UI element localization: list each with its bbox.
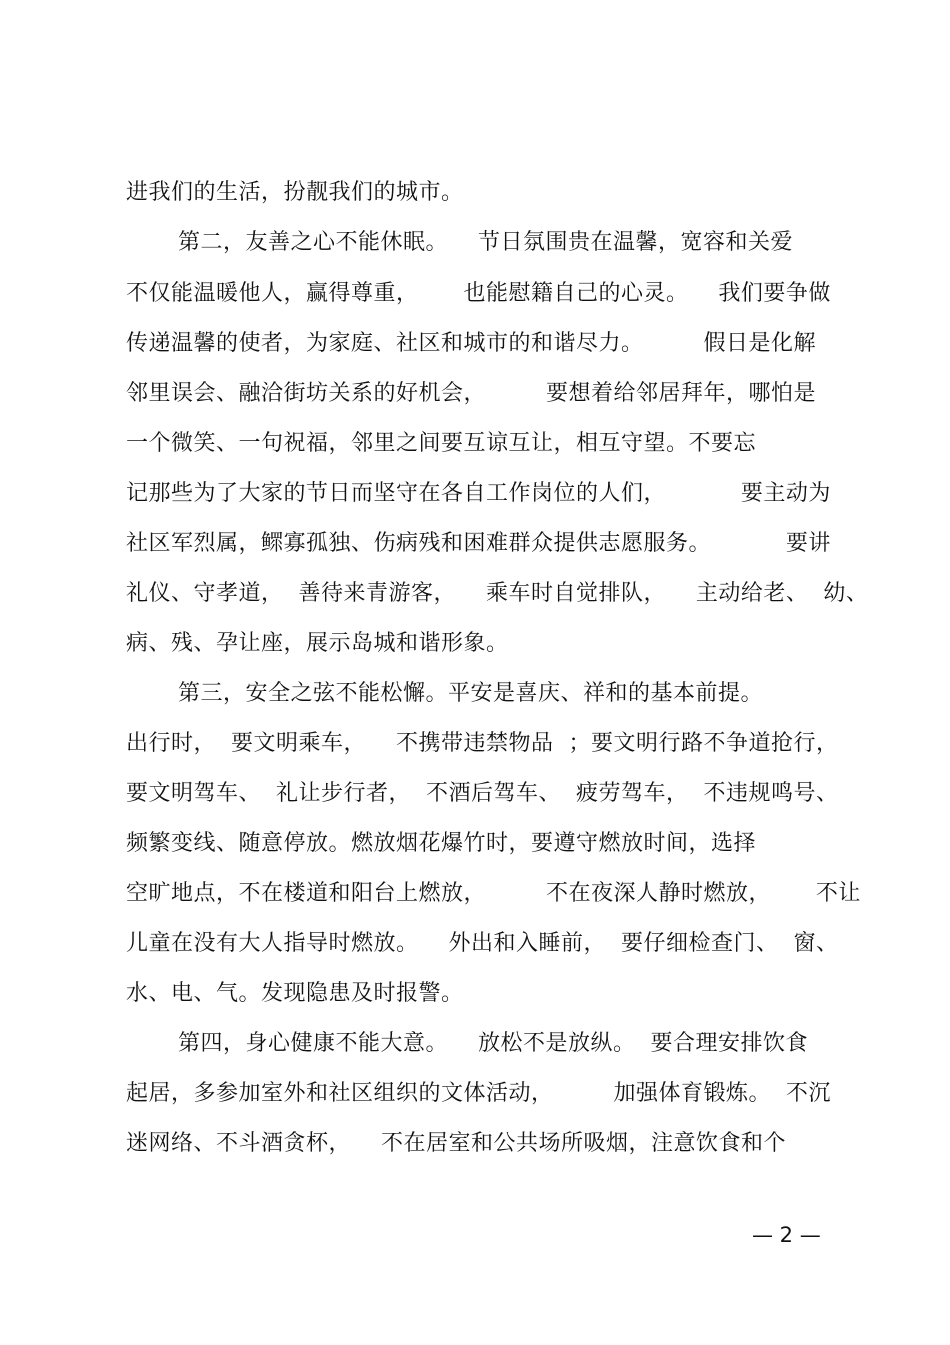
text-line-16: 儿童在没有大人指导时燃放。 外出和入睡前， 要仔细检查门、 窗、	[126, 931, 839, 956]
text-line-15: 空旷地点，不在楼道和阳台上燃放， 不在夜深人静时燃放， 不让	[126, 881, 861, 906]
page-number: — 2 —	[752, 1223, 821, 1247]
text-line-3: 不仅能温暖他人，赢得尊重， 也能慰籍自己的心灵。 我们要争做	[126, 281, 831, 306]
text-line-19: 起居，多参加室外和社区组织的文体活动， 加强体育锻炼。 不沉	[126, 1081, 831, 1106]
paragraph-2-line-1: 第二，友善之心不能休眠。 节日氛围贵在温馨，宽容和关爱	[178, 230, 793, 255]
text-line-20: 迷网络、不斗酒贪杯， 不在居室和公共场所吸烟，注意饮食和个	[126, 1131, 786, 1156]
text-line-6: 一个微笑、一句祝福，邻里之间要互谅互让，相互守望。不要忘	[126, 431, 757, 456]
text-line-8: 社区军烈属，鳏寡孤独、伤病残和困难群众提供志愿服务。 要讲	[126, 531, 831, 556]
text-line-1: 进我们的生活，扮靓我们的城市。	[126, 180, 464, 205]
text-line-13: 要文明驾车、 礼让步行者， 不酒后驾车、 疲劳驾车， 不违规鸣号、	[126, 781, 839, 806]
text-line-12: 出行时， 要文明乘车， 不携带违禁物品 ；要文明行路不争道抢行，	[126, 731, 839, 756]
paragraph-3-line-1: 第三，安全之弦不能松懈。平安是喜庆、祥和的基本前提。	[178, 681, 764, 706]
text-line-14: 频繁变线、随意停放。燃放烟花爆竹时，要遵守燃放时间，选择	[126, 831, 757, 856]
text-line-10: 病、残、孕让座，展示岛城和谐形象。	[126, 631, 509, 656]
text-line-5: 邻里误会、融洽街坊关系的好机会， 要想着给邻居拜年，哪怕是	[126, 381, 816, 406]
text-line-4: 传递温馨的使者，为家庭、社区和城市的和谐尽力。 假日是化解	[126, 331, 816, 356]
text-line-7: 记那些为了大家的节日而坚守在各自工作岗位的人们， 要主动为	[126, 481, 831, 506]
paragraph-4-line-1: 第四，身心健康不能大意。 放松不是放纵。 要合理安排饮食	[178, 1031, 808, 1056]
text-line-17: 水、电、气。发现隐患及时报警。	[126, 981, 464, 1006]
text-line-9: 礼仪、守孝道， 善待来青游客， 乘车时自觉排队， 主动给老、 幼、	[126, 581, 869, 606]
